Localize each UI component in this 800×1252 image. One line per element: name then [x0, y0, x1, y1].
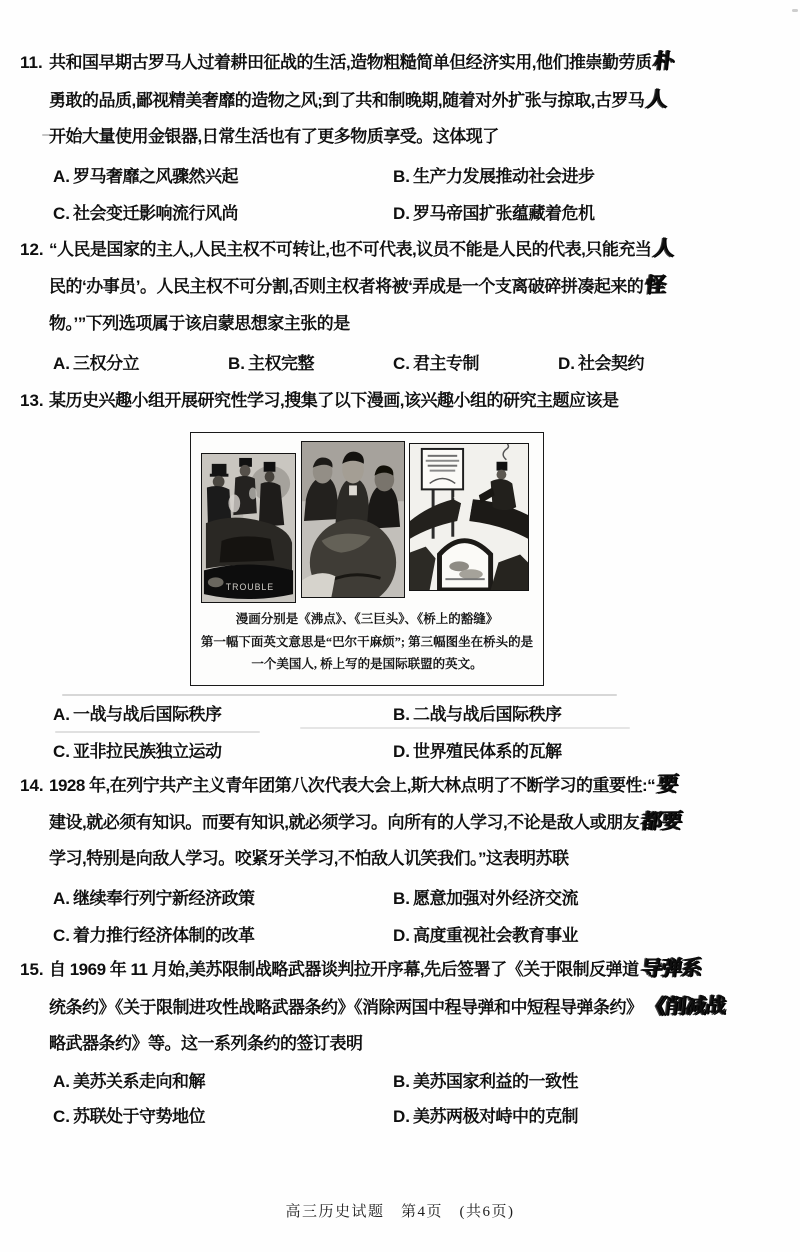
print-artifact: 朴	[652, 49, 675, 74]
q13-option-a: A. 一战与战后国际秩序	[53, 705, 222, 724]
print-artifact: 要	[655, 772, 679, 797]
q11-stem-line-3: 开始大量使用金银器,日常生活也有了更多物质享受。这体现了	[49, 127, 499, 146]
print-artifact: 人	[652, 236, 675, 261]
cartoon-caption-line-1: 漫画分别是《沸点》、《三巨头》、《桥上的豁缝》	[235, 612, 499, 626]
q15-stem-line-3: 略武器条约》等。这一系列条约的签订表明	[49, 1034, 363, 1053]
q11-text: 共和国早期古罗马人过着耕田征战的生活,造物粗糙简单但经济实用,他们推崇勤劳质	[49, 53, 652, 72]
q13-option-c: C. 亚非拉民族独立运动	[53, 742, 222, 761]
scan-smudge	[792, 9, 798, 12]
q13-option-b: B. 二战与战后国际秩序	[393, 705, 562, 724]
q11-option-c: C. 社会变迁影响流行风尚	[53, 204, 238, 223]
q12-stem-line-2: 民的‘办事员’。人民主权不可分割,否则主权者将被‘弄成是一个支离破碎拼凑起来的怪	[49, 273, 667, 298]
q14-option-c: C. 着力推行经济体制的改革	[53, 926, 255, 945]
q14-stem-line-2: 建设,就必须有知识。而要有知识,就必须学习。向所有的人学习,不论是敌人或朋友都要	[49, 809, 683, 834]
q13-number: 13.	[20, 391, 44, 410]
big-three-illustration	[302, 442, 404, 597]
print-artifact: 导弹系	[639, 956, 702, 981]
gap-in-bridge-illustration	[410, 444, 528, 590]
print-artifact: 《削减战	[643, 994, 726, 1019]
q12-stem-line-3: 物。’”下列选项属于该启蒙思想家主张的是	[49, 314, 350, 333]
q12-option-d: D. 社会契约	[558, 354, 644, 373]
boiling-point-illustration	[202, 454, 295, 602]
print-artifact: 都要	[639, 809, 683, 834]
q13-option-d: D. 世界殖民体系的瓦解	[393, 742, 562, 761]
q12-stem-line-1: 12. “人民是国家的主人,人民主权不可转让,也不可代表,议员不能是人民的代表,只能充当人	[20, 236, 675, 261]
cartoon-caption-line-2: 第一幅下面英文意思是“巴尔干麻烦”; 第三幅图坐在桥头的是	[200, 635, 534, 649]
cartoon-panel-big-three	[301, 441, 405, 598]
page-footer: 高三历史试题 第4页 (共6页)	[285, 1204, 515, 1220]
q12-option-b: B. 主权完整	[228, 354, 314, 373]
q11-number: 11.	[20, 53, 43, 72]
q14-option-b: B. 愿意加强对外经济交流	[393, 889, 578, 908]
q15-option-c: C. 苏联处于守势地位	[53, 1107, 205, 1126]
cartoon-panel-gap-in-bridge	[409, 443, 529, 591]
scan-smudge	[55, 731, 260, 733]
q14-option-a: A. 继续奉行列宁新经济政策	[53, 889, 255, 908]
q11-option-a: A. 罗马奢靡之风骤然兴起	[53, 167, 238, 186]
scan-smudge	[300, 727, 630, 729]
q13-stem-line-1: 13. 某历史兴趣小组开展研究性学习,搜集了以下漫画,该兴趣小组的研究主题应该是	[20, 389, 618, 413]
q11-option-b: B. 生产力发展推动社会进步	[393, 167, 595, 186]
q15-option-b: B. 美苏国家利益的一致性	[393, 1072, 578, 1091]
q15-stem-line-1: 15. 自 1969 年 11 月始,美苏限制战略武器谈判拉开序幕,先后签署了《关于限制反弹道导弹系	[20, 956, 702, 981]
q11-stem-line-1	[20, 50, 673, 75]
q15-number: 15.	[20, 960, 44, 979]
q15-option-a: A. 美苏关系走向和解	[53, 1072, 205, 1091]
q12-option-a: A. 三权分立	[53, 354, 139, 373]
q12-number: 12.	[20, 240, 44, 259]
q12-option-c: C. 君主专制	[393, 354, 479, 373]
print-artifact: 怪	[644, 273, 667, 298]
q11-stem-line-2: 勇敢的品质,鄙视精美奢靡的造物之风;到了共和制晚期,随着对外扩张与掠取,古罗马人	[49, 87, 668, 112]
trouble-pot-label: TROUBLE	[225, 582, 275, 593]
q14-option-d: D. 高度重视社会教育事业	[393, 926, 578, 945]
q15-stem-line-2: 统条约》《关于限制进攻性战略武器条约》《消除两国中程导弹和中短程导弹条约》《削减战	[49, 994, 726, 1019]
print-artifact: 人	[645, 87, 668, 112]
scan-smudge	[62, 694, 617, 696]
cartoon-caption-line-3: 一个美国人, 桥上写的是国际联盟的英文。	[251, 657, 483, 671]
q11-option-d: D. 罗马帝国扩张蕴藏着危机	[393, 204, 595, 223]
q15-option-d: D. 美苏两极对峙中的克制	[393, 1107, 578, 1126]
q14-stem-line-3: 学习,特别是向敌人学习。咬紧牙关学习,不怕敌人讥笑我们。”这表明苏联	[49, 849, 569, 868]
cartoon-panel-boiling-point	[201, 453, 296, 603]
q14-number: 14.	[20, 776, 44, 795]
q14-stem-line-1: 14. 1928 年,在列宁共产主义青年团第八次代表大会上,斯大林点明了不断学习的重要性:“要	[20, 772, 679, 797]
cartoon-box	[190, 432, 544, 686]
